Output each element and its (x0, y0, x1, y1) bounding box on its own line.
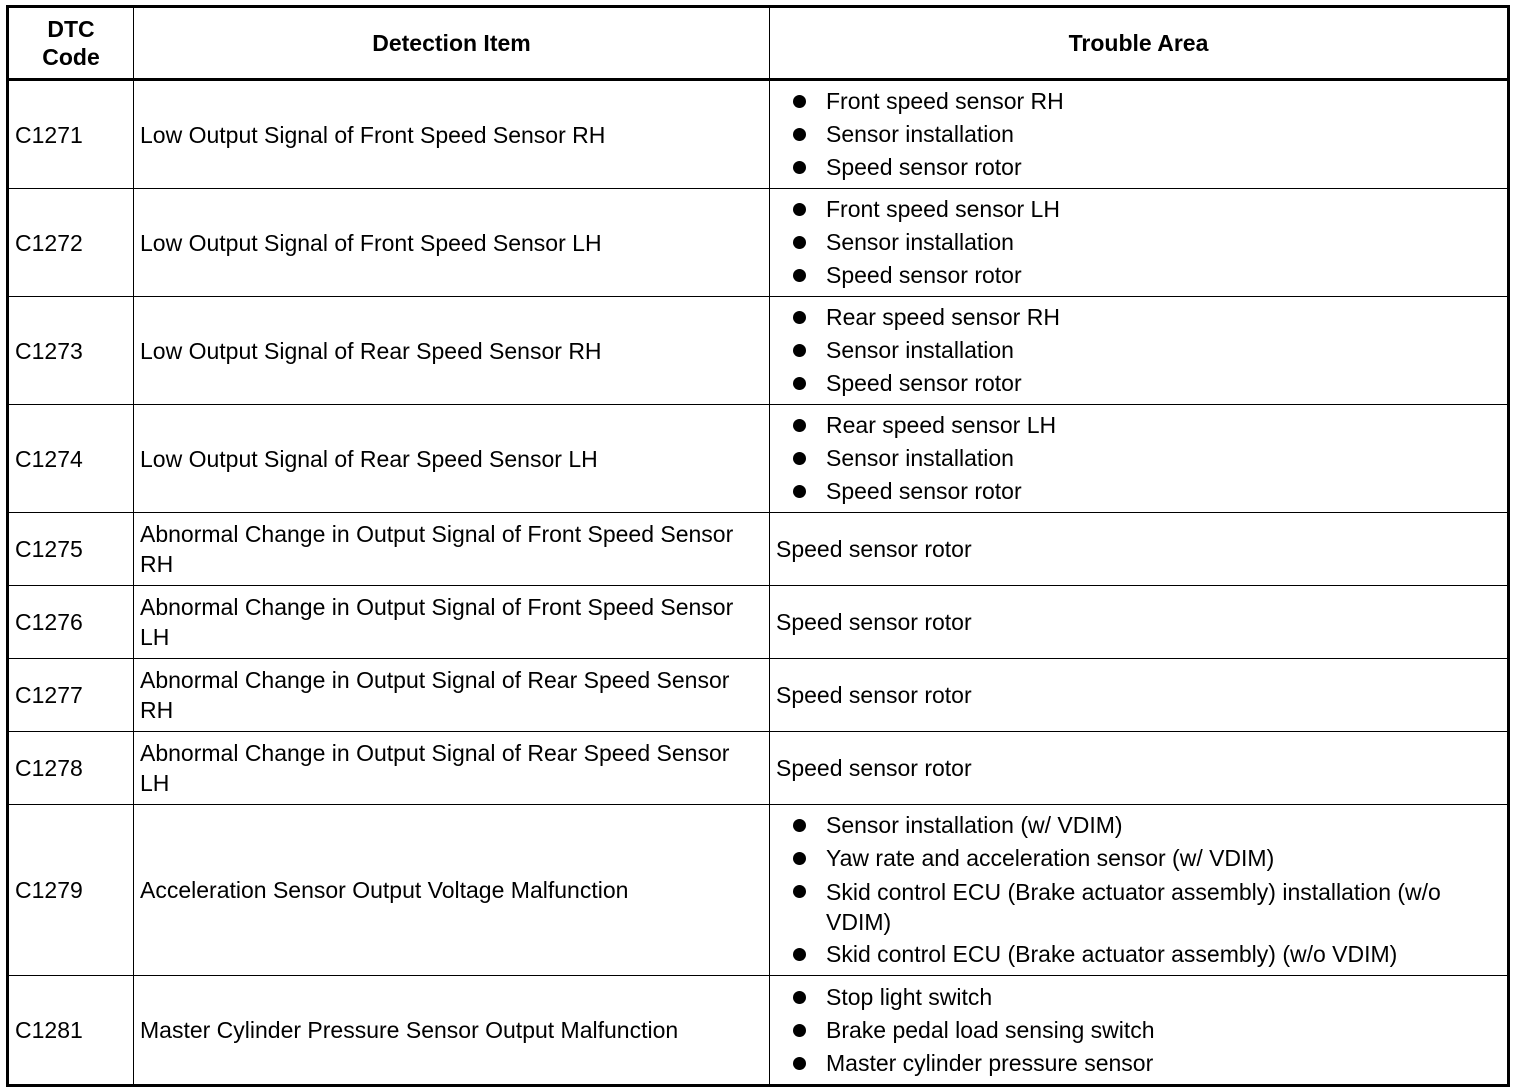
bullet-icon (793, 269, 806, 282)
list-item: Speed sensor rotor (776, 367, 1501, 400)
header-dtc-code: DTC Code (8, 7, 134, 80)
detection-item: Abnormal Change in Output Signal of Front Speed Sensor LH (134, 586, 770, 659)
trouble-area: Speed sensor rotor (770, 513, 1509, 586)
list-item: Skid control ECU (Brake actuator assembly) installation (w/o VDIM) (776, 875, 1501, 938)
detection-item: Acceleration Sensor Output Voltage Malfunction (134, 805, 770, 976)
dtc-code: C1276 (8, 586, 134, 659)
bullet-icon (793, 1024, 806, 1037)
list-item: Sensor installation (776, 118, 1501, 151)
dtc-code: C1277 (8, 659, 134, 732)
table-row (8, 189, 1509, 297)
dtc-code: C1271 (8, 80, 134, 189)
list-item: Sensor installation (w/ VDIM) (776, 809, 1501, 842)
detection-item: Low Output Signal of Front Speed Sensor RH (134, 80, 770, 189)
bullet-icon (793, 236, 806, 249)
table-row (8, 297, 1509, 405)
table-row (8, 586, 1509, 659)
bullet-icon (793, 485, 806, 498)
dtc-table (6, 5, 1510, 1087)
bullet-icon (793, 852, 806, 865)
dtc-code: C1275 (8, 513, 134, 586)
detection-item: Low Output Signal of Front Speed Sensor LH (134, 189, 770, 297)
trouble-area: Speed sensor rotor (770, 586, 1509, 659)
detection-item: Abnormal Change in Output Signal of Rear Speed Sensor LH (134, 732, 770, 805)
dtc-code: C1273 (8, 297, 134, 405)
list-item: Sensor installation (776, 334, 1501, 367)
bullet-icon (793, 128, 806, 141)
bullet-icon (793, 452, 806, 465)
list-item: Front speed sensor LH (776, 193, 1501, 226)
detection-item: Low Output Signal of Rear Speed Sensor RH (134, 297, 770, 405)
table-row (8, 513, 1509, 586)
bullet-icon (793, 95, 806, 108)
list-item: Yaw rate and acceleration sensor (w/ VDIM) (776, 842, 1501, 875)
table-row (8, 405, 1509, 513)
list-item: Master cylinder pressure sensor (776, 1047, 1501, 1080)
detection-item: Low Output Signal of Rear Speed Sensor LH (134, 405, 770, 513)
trouble-area (770, 189, 1509, 297)
dtc-code: C1279 (8, 805, 134, 976)
bullet-icon (793, 991, 806, 1004)
list-item: Skid control ECU (Brake actuator assembly) (w/o VDIM) (776, 938, 1501, 971)
trouble-area-list (776, 981, 1501, 1080)
table-row (8, 976, 1509, 1086)
bullet-icon (793, 344, 806, 357)
trouble-area (770, 976, 1509, 1086)
header-row (8, 7, 1509, 80)
trouble-area (770, 805, 1509, 976)
list-item: Front speed sensor RH (776, 85, 1501, 118)
detection-item: Abnormal Change in Output Signal of Front Speed Sensor RH (134, 513, 770, 586)
bullet-icon (793, 419, 806, 432)
trouble-area-list (776, 193, 1501, 292)
trouble-area-list (776, 85, 1501, 184)
dtc-code: C1272 (8, 189, 134, 297)
detection-item: Master Cylinder Pressure Sensor Output Malfunction (134, 976, 770, 1086)
bullet-icon (793, 885, 806, 898)
list-item: Rear speed sensor LH (776, 409, 1501, 442)
bullet-icon (793, 377, 806, 390)
trouble-area (770, 405, 1509, 513)
trouble-area: Speed sensor rotor (770, 732, 1509, 805)
table-row (8, 659, 1509, 732)
dtc-code: C1274 (8, 405, 134, 513)
trouble-area-list (776, 809, 1501, 971)
list-item: Speed sensor rotor (776, 475, 1501, 508)
dtc-code: C1281 (8, 976, 134, 1086)
bullet-icon (793, 948, 806, 961)
list-item: Rear speed sensor RH (776, 301, 1501, 334)
bullet-icon (793, 1057, 806, 1070)
trouble-area (770, 297, 1509, 405)
trouble-area (770, 80, 1509, 189)
table-row (8, 80, 1509, 189)
header-trouble-area: Trouble Area (770, 7, 1509, 80)
table-row (8, 805, 1509, 976)
list-item: Sensor installation (776, 442, 1501, 475)
dtc-code: C1278 (8, 732, 134, 805)
list-item: Speed sensor rotor (776, 259, 1501, 292)
bullet-icon (793, 161, 806, 174)
list-item: Sensor installation (776, 226, 1501, 259)
trouble-area-list (776, 409, 1501, 508)
list-item: Brake pedal load sensing switch (776, 1014, 1501, 1047)
trouble-area-list (776, 301, 1501, 400)
bullet-icon (793, 819, 806, 832)
trouble-area: Speed sensor rotor (770, 659, 1509, 732)
list-item: Speed sensor rotor (776, 151, 1501, 184)
header-detection-item: Detection Item (134, 7, 770, 80)
bullet-icon (793, 203, 806, 216)
list-item: Stop light switch (776, 981, 1501, 1014)
bullet-icon (793, 311, 806, 324)
table-row (8, 732, 1509, 805)
detection-item: Abnormal Change in Output Signal of Rear Speed Sensor RH (134, 659, 770, 732)
